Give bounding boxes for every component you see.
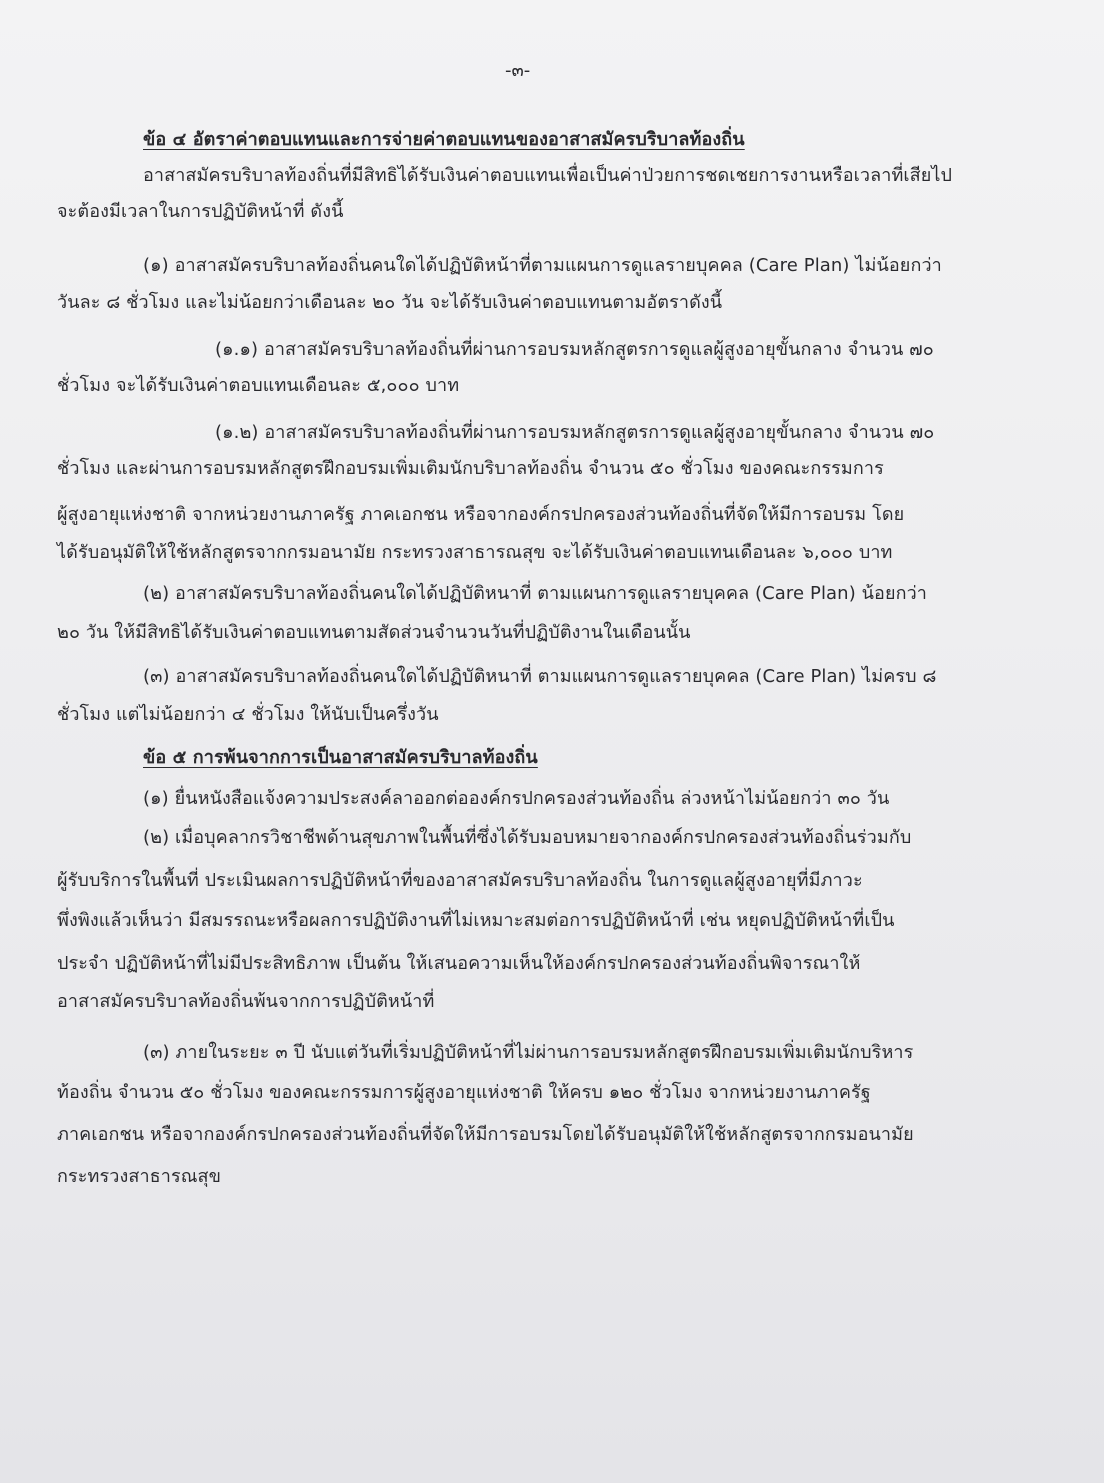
paragraph-line: (๑.๑) อาสาสมัครบริบาลท้องถิ่นที่ผ่านการอบรมหลักสูตรการดูแลผู้สูงอายุขั้นกลาง จำนวน ๗๐ <box>215 339 934 360</box>
paragraph-line: จะต้องมีเวลาในการปฏิบัติหน้าที่ ดังนี้ <box>57 201 344 222</box>
paragraph-line: กระทรวงสาธารณสุข <box>57 1166 222 1187</box>
paragraph-line: พึ่งพิงแล้วเห็นว่า มีสมรรถนะหรือผลการปฏิบัติงานที่ไม่เหมาะสมต่อการปฏิบัติหน้าที่ เช่น หยุดปฏิบัติหน้าที่เป็น <box>57 910 895 931</box>
paragraph-line: (๑) อาสาสมัครบริบาลท้องถิ่นคนใดได้ปฏิบัติหน้าที่ตามแผนการดูแลรายบุคคล (Care Plan) ไม่น้อยกว่า <box>143 255 942 276</box>
paragraph-line: (๒) เมื่อบุคลากรวิชาชีพด้านสุขภาพในพื้นที่ซึ่งได้รับมอบหมายจากองค์กรปกครองส่วนท้องถิ่นร่วมกับ <box>143 827 912 848</box>
paragraph-line: ประจำ ปฏิบัติหน้าที่ไม่มีประสิทธิภาพ เป็นต้น ให้เสนอความเห็นให้องค์กรปกครองส่วนท้องถิ่นพิจารณาให้ <box>57 953 861 974</box>
paragraph-line: (๑.๒) อาสาสมัครบริบาลท้องถิ่นที่ผ่านการอบรมหลักสูตรการดูแลผู้สูงอายุขั้นกลาง จำนวน ๗๐ <box>215 422 935 443</box>
paragraph-line: ท้องถิ่น จำนวน ๕๐ ชั่วโมง ของคณะกรรมการผู้สูงอายุแห่งชาติ ให้ครบ ๑๒๐ ชั่วโมง จากหน่วยงานภาครัฐ <box>57 1082 871 1103</box>
paragraph-line: อาสาสมัครบริบาลท้องถิ่นพ้นจากการปฏิบัติหน้าที่ <box>57 991 435 1012</box>
paragraph-line: ชั่วโมง จะได้รับเงินค่าตอบแทนเดือนละ ๕,๐๐๐ บาท <box>57 375 460 396</box>
page-number: -๓- <box>505 60 531 81</box>
paragraph-line: ได้รับอนุมัติให้ใช้หลักสูตรจากกรมอนามัย กระทรวงสาธารณสุข จะได้รับเงินค่าตอบแทนเดือนละ ๖,๐๐๐ บาท <box>57 542 893 563</box>
section-4-heading: ข้อ ๔ อัตราค่าตอบแทนและการจ่ายค่าตอบแทนของอาสาสมัครบริบาลท้องถิ่น <box>143 129 745 150</box>
section-5-heading: ข้อ ๕ การพ้นจากการเป็นอาสาสมัครบริบาลท้องถิ่น <box>143 747 538 768</box>
paragraph-line: (๓) ภายในระยะ ๓ ปี นับแต่วันที่เริ่มปฏิบัติหน้าที่ไม่ผ่านการอบรมหลักสูตรฝึกอบรมเพิ่มเติมนักบริหาร <box>143 1042 914 1063</box>
paragraph-line: (๑) ยื่นหนังสือแจ้งความประสงค์ลาออกต่อองค์กรปกครองส่วนท้องถิ่น ล่วงหน้าไม่น้อยกว่า ๓๐ วัน <box>143 788 890 809</box>
paragraph-line: ผู้สูงอายุแห่งชาติ จากหน่วยงานภาครัฐ ภาคเอกชน หรือจากองค์กรปกครองส่วนท้องถิ่นที่จัดให้มีการอบรม โดย <box>57 504 905 525</box>
paragraph-line: อาสาสมัครบริบาลท้องถิ่นที่มีสิทธิได้รับเงินค่าตอบแทนเพื่อเป็นค่าป่วยการชดเชยการงานหรือเวลาที่เสียไป <box>143 165 953 186</box>
paragraph-line: ชั่วโมง แต่ไม่น้อยกว่า ๔ ชั่วโมง ให้นับเป็นครึ่งวัน <box>57 704 439 725</box>
paragraph-line: ผู้รับบริการในพื้นที่ ประเมินผลการปฏิบัติหน้าที่ของอาสาสมัครบริบาลท้องถิ่น ในการดูแลผู้สูงอายุที่มีภาวะ <box>57 870 863 891</box>
paragraph-line: (๓) อาสาสมัครบริบาลท้องถิ่นคนใดได้ปฏิบัติหนาที่ ตามแผนการดูแลรายบุคคล (Care Plan) ไม่ครบ ๘ <box>143 666 937 687</box>
paragraph-line: วันละ ๘ ชั่วโมง และไม่น้อยกว่าเดือนละ ๒๐ วัน จะได้รับเงินค่าตอบแทนตามอัตราดังนี้ <box>57 292 723 313</box>
paragraph-line: (๒) อาสาสมัครบริบาลท้องถิ่นคนใดได้ปฏิบัติหนาที่ ตามแผนการดูแลรายบุคคล (Care Plan) น้อยกว่า <box>143 583 928 604</box>
paragraph-line: ภาคเอกชน หรือจากองค์กรปกครองส่วนท้องถิ่นที่จัดให้มีการอบรมโดยได้รับอนุมัติให้ใช้หลักสูตรจากกรมอนามัย <box>57 1124 914 1145</box>
paragraph-line: ชั่วโมง และผ่านการอบรมหลักสูตรฝึกอบรมเพิ่มเติมนักบริบาลท้องถิ่น จำนวน ๕๐ ชั่วโมง ของคณะกรรมการ <box>57 458 884 479</box>
paragraph-line: ๒๐ วัน ให้มีสิทธิได้รับเงินค่าตอบแทนตามสัดส่วนจำนวนวันที่ปฏิบัติงานในเดือนนั้น <box>57 622 691 643</box>
